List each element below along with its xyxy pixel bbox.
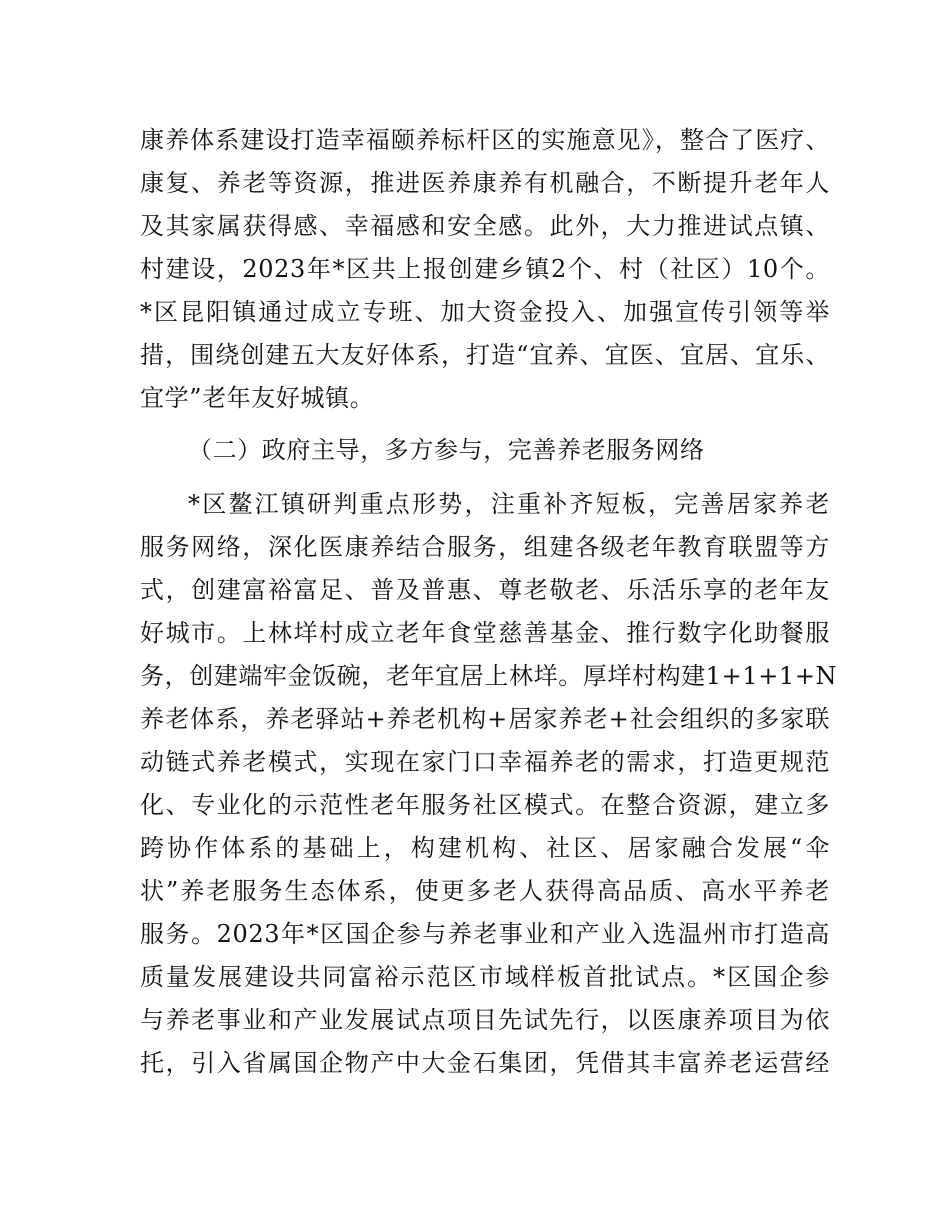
paragraph-1-line-3: 及其家属获得感、幸福感和安全感。此外，大力推进试点镇、 xyxy=(140,212,830,240)
paragraph-2-line-5: 务，创建端牢金饭碗，老年宜居上林垟。厚垟村构建1+1+1+N xyxy=(140,662,838,690)
paragraph-2-line-14: 托，引入省属国企物产中大金石集团，凭借其丰富养老运营经 xyxy=(140,1049,830,1077)
paragraph-2-line-7: 动链式养老模式，实现在家门口幸福养老的需求，打造更规范 xyxy=(140,748,830,776)
paragraph-2-line-6: 养老体系，养老驿站+养老机构+居家养老+社会组织的多家联 xyxy=(140,705,830,733)
paragraph-2-line-13: 与养老事业和产业发展试点项目先试先行，以医康养项目为依 xyxy=(140,1006,830,1034)
paragraph-1-line-1: 康养体系建设打造幸福颐养标杆区的实施意见》，整合了医疗、 xyxy=(140,126,830,154)
paragraph-1-line-4: 村建设，2023年*区共上报创建乡镇2个、村（社区）10个。 xyxy=(140,255,830,283)
paragraph-2-line-9: 跨协作体系的基础上，构建机构、社区、居家融合发展“伞 xyxy=(140,834,830,862)
paragraph-2-line-8: 化、专业化的示范性老年服务社区模式。在整合资源，建立多 xyxy=(140,791,830,819)
paragraph-1-line-2: 康复、养老等资源，推进医养康养有机融合，不断提升老年人 xyxy=(140,169,830,197)
paragraph-1-line-5: *区昆阳镇通过成立专班、加大资金投入、加强宣传引领等举 xyxy=(140,298,830,326)
paragraph-2-line-12: 质量发展建设共同富裕示范区市域样板首批试点。*区国企参 xyxy=(140,963,830,991)
paragraph-2-line-10: 状”养老服务生态体系，使更多老人获得高品质、高水平养老 xyxy=(140,877,830,905)
paragraph-2-line-11: 服务。2023年*区国企参与养老事业和产业入选温州市打造高 xyxy=(140,920,830,948)
paragraph-2-line-3: 式，创建富裕富足、普及普惠、尊老敬老、乐活乐享的老年友 xyxy=(140,576,830,604)
paragraph-1-line-7: 宜学”老年友好城镇。 xyxy=(140,384,375,412)
paragraph-2-line-2: 服务网络，深化医康养结合服务，组建各级老年教育联盟等方 xyxy=(140,533,830,561)
paragraph-2-line-4: 好城市。上林垟村成立老年食堂慈善基金、推行数字化助餐服 xyxy=(140,619,830,647)
paragraph-1-line-6: 措，围绕创建五大友好体系，打造“宜养、宜医、宜居、宜乐、 xyxy=(140,341,830,369)
paragraph-2-line-1: *区鳌江镇研判重点形势，注重补齐短板，完善居家养老 xyxy=(188,490,830,518)
section-heading: （二）政府主导，多方参与，完善养老服务网络 xyxy=(188,436,705,464)
